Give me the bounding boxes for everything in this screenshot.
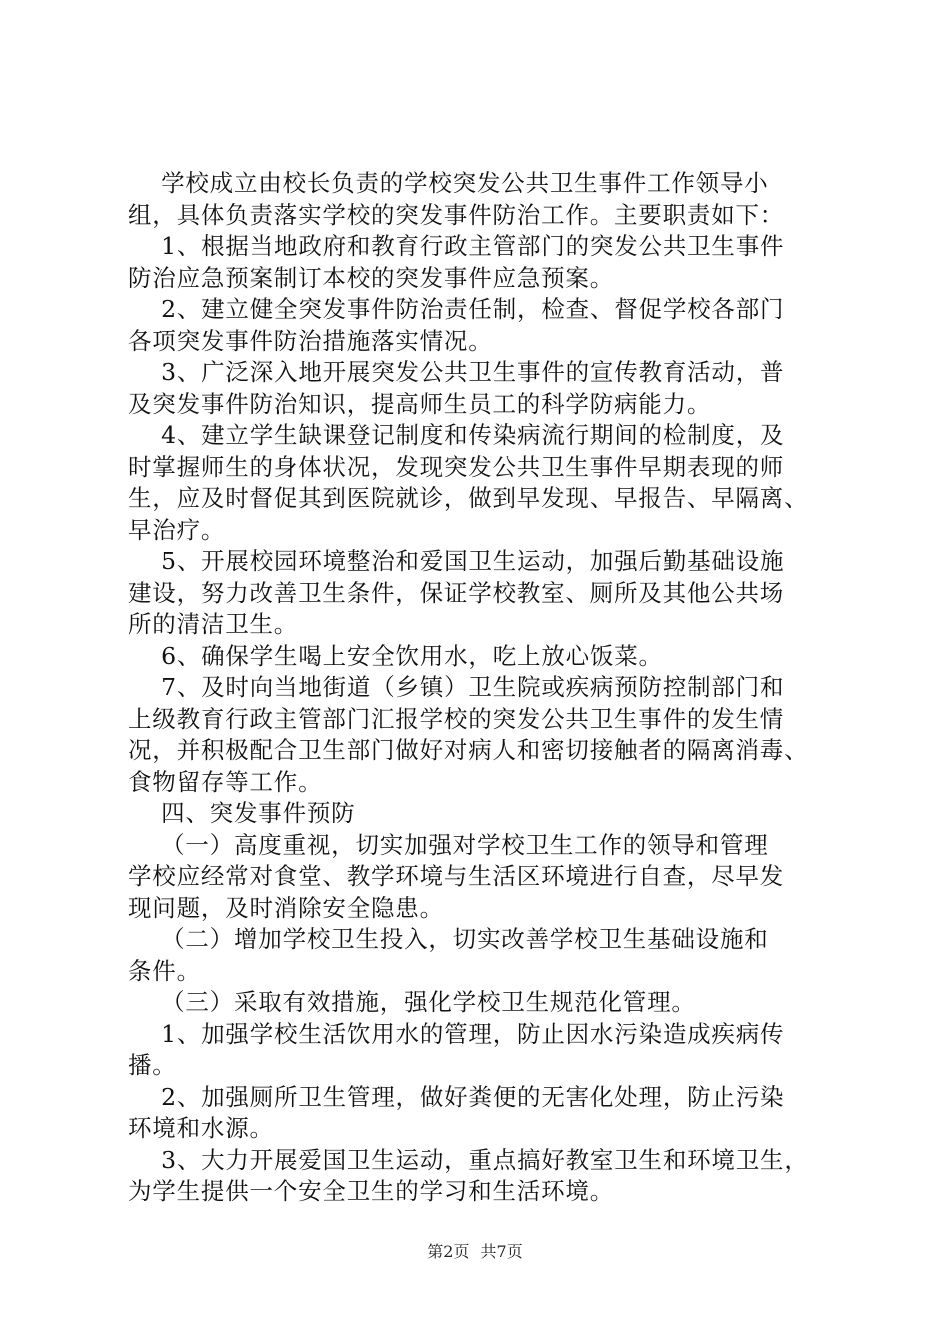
text-line: 1、根据当地政府和教育行政主管部门的突发公共卫生事件 xyxy=(128,232,785,260)
text-line: 上级教育行政主管部门汇报学校的突发公共卫生事件的发生情 xyxy=(128,704,785,733)
page-number-footer: 第2页 共7页 xyxy=(427,1242,523,1261)
text-line: 各项突发事件防治措施落实情况。 xyxy=(128,326,493,355)
text-line: 3、大力开展爱国卫生运动，重点搞好教室卫生和环境卫生， xyxy=(128,1145,809,1174)
section-heading: 四、突发事件预防 xyxy=(128,799,356,827)
text-line: 3、广泛深入地开展突发公共卫生事件的宣传教育活动，普 xyxy=(128,358,785,386)
text-line: 早治疗。 xyxy=(128,515,226,544)
text-line: 及突发事件防治知识，提高师生员工的科学防病能力。 xyxy=(128,389,712,418)
text-line: 1、加强学校生活饮用水的管理，防止因水污染造成疾病传 xyxy=(128,1019,785,1048)
text-line: 况，并积极配合卫生部门做好对病人和密切接触者的隔离消毒、 xyxy=(128,736,809,764)
text-line: （一）高度重视，切实加强对学校卫生工作的领导和管理 xyxy=(128,830,769,859)
text-line: （二）增加学校卫生投入，切实改善学校卫生基础设施和 xyxy=(128,925,769,953)
text-line: 组，具体负责落实学校的突发事件防治工作。主要职责如下： xyxy=(128,200,785,229)
text-line: （三）采取有效措施，强化学校卫生规范化管理。 xyxy=(128,988,696,1016)
document-body xyxy=(128,168,834,1208)
text-line: 播。 xyxy=(128,1051,177,1079)
text-line: 7、及时向当地街道（乡镇）卫生院或疾病预防控制部门和 xyxy=(128,673,785,701)
text-line: 防治应急预案制订本校的突发事件应急预案。 xyxy=(128,263,614,292)
text-line: 6、确保学生喝上安全饮用水，吃上放心饭菜。 xyxy=(128,641,663,670)
text-line: 所的清洁卫生。 xyxy=(128,610,299,638)
text-line: 生，应及时督促其到医院就诊，做到早发现、早报告、早隔离、 xyxy=(128,484,809,512)
text-line: 学校成立由校长负责的学校突发公共卫生事件工作领导小 xyxy=(128,169,769,197)
text-line: 时掌握师生的身体状况，发现突发公共卫生事件早期表现的师 xyxy=(128,452,785,481)
text-line: 现问题，及时消除安全隐患。 xyxy=(128,893,444,922)
text-line: 2、加强厕所卫生管理，做好粪便的无害化处理，防止污染 xyxy=(128,1082,785,1111)
text-line: 学校应经常对食堂、教学环境与生活区环境进行自查，尽早发 xyxy=(128,862,785,890)
text-line: 4、建立学生缺课登记制度和传染病流行期间的检制度，及 xyxy=(128,421,785,449)
text-line: 5、开展校园环境整治和爱国卫生运动，加强后勤基础设施 xyxy=(128,547,785,575)
text-line: 食物留存等工作。 xyxy=(128,767,323,796)
text-line: 环境和水源。 xyxy=(128,1114,274,1142)
text-line: 条件。 xyxy=(128,956,201,985)
text-line: 为学生提供一个安全卫生的学习和生活环境。 xyxy=(128,1177,614,1205)
text-line: 2、建立健全突发事件防治责任制，检查、督促学校各部门 xyxy=(128,295,785,323)
text-line: 建设，努力改善卫生条件，保证学校教室、厕所及其他公共场 xyxy=(128,578,785,607)
